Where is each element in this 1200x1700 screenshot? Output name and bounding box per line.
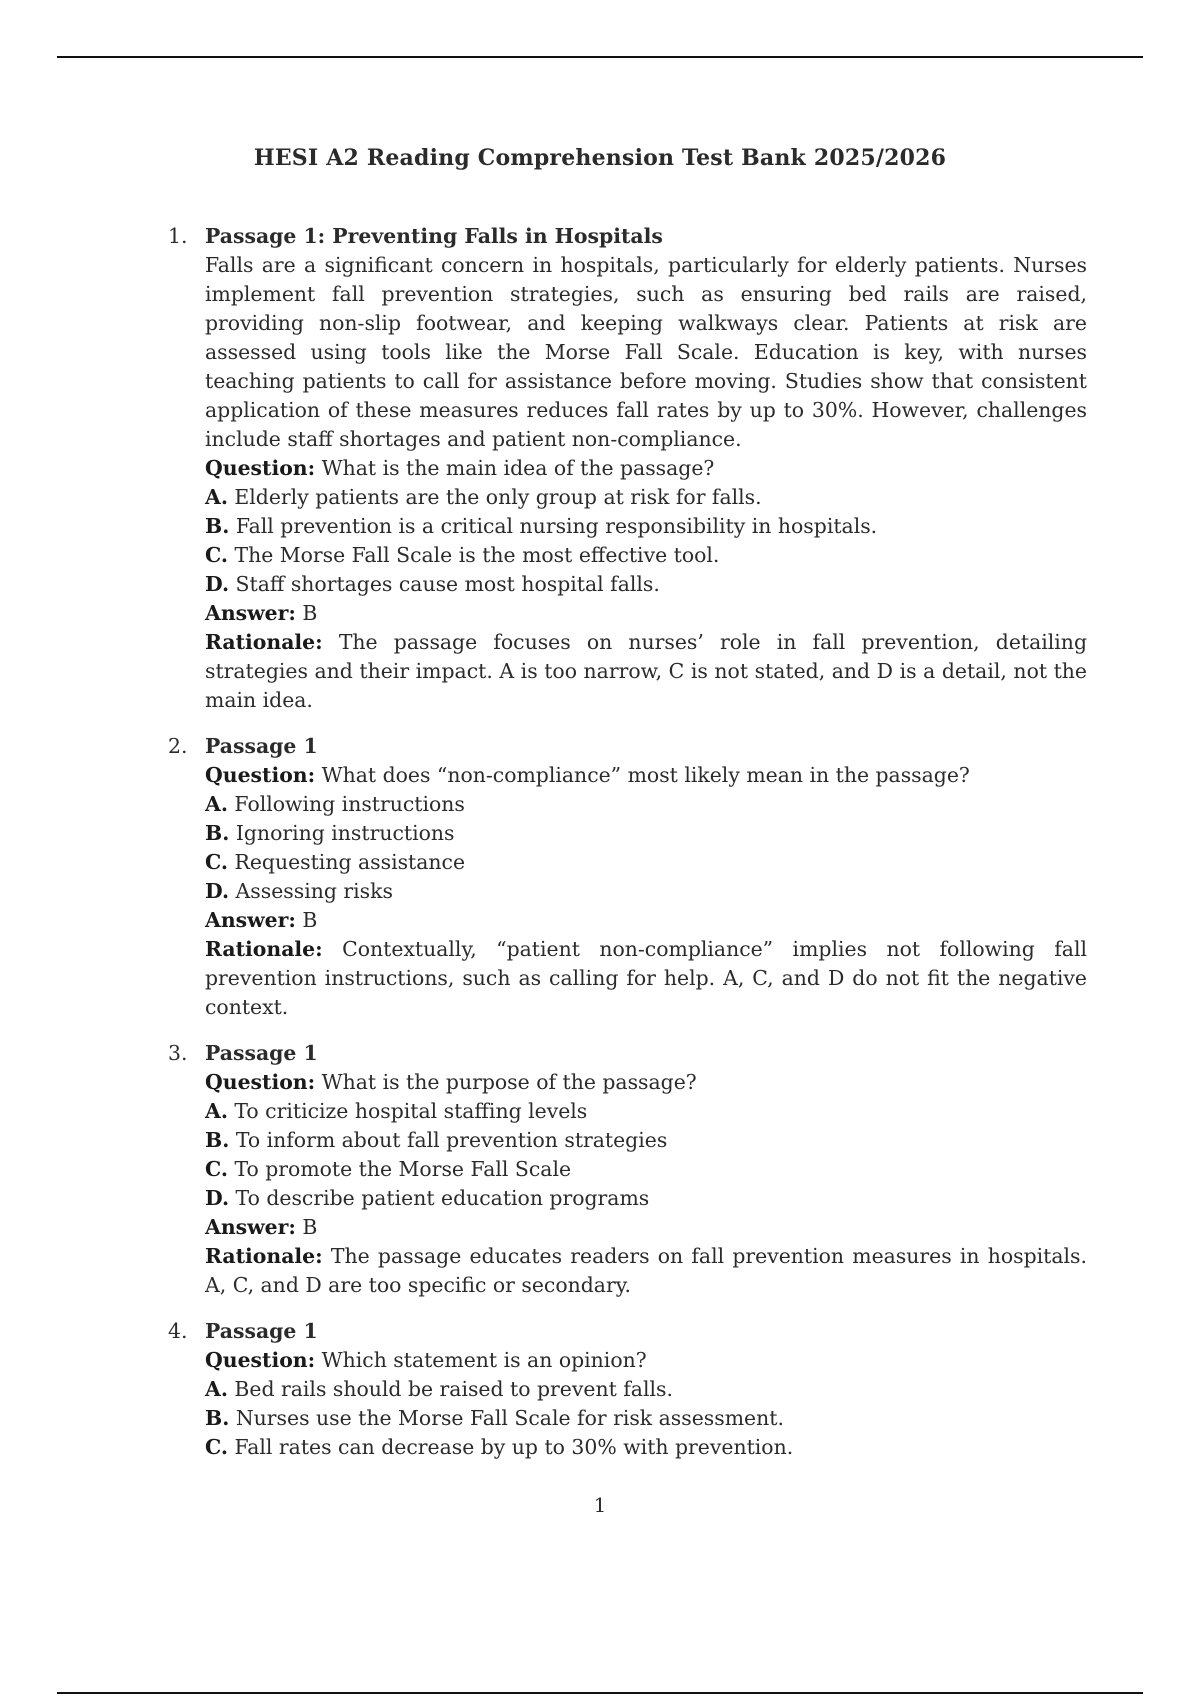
option-c: C. Fall rates can decrease by up to 30% with prevention. [205,1435,794,1459]
question-label: Question: [205,1070,316,1094]
option-b: B. Fall prevention is a critical nursing responsibility in hospitals. [205,514,878,538]
rationale-text: Contextually, “patient non-compliance” implies not following fall prevention instructions, such as calling for help. A, C, and D do not fit the negative context. [205,937,1088,1019]
option-c: C. Requesting assistance [205,850,466,874]
document-title: HESI A2 Reading Comprehension Test Bank 2025/2026 [253,145,947,171]
question-number: 4. [168,1319,188,1343]
option-a: A. Elderly patients are the only group at risk for falls. [205,485,762,509]
header-rule [57,56,1143,58]
question-item-3 [0,1039,1200,1300]
question-line [205,1346,1087,1375]
page-number: 1 [593,1493,607,1517]
question-label: Question: [205,456,316,480]
question-item-2 [0,732,1200,1022]
rationale-text: The passage educates readers on fall prevention measures in hospitals. A, C, and D are too specific or secondary. [205,1244,1087,1297]
question-text: What is the main idea of the passage? [321,456,715,480]
option-b: B. To inform about fall prevention strategies [205,1128,668,1152]
question-text: What is the purpose of the passage? [321,1070,697,1094]
option-a: A. To criticize hospital staffing levels [205,1099,588,1123]
question-number: 3. [168,1041,188,1065]
question-text: What does “non-compliance” most likely mean in the passage? [321,763,970,787]
answer-label: Answer: [205,1215,296,1239]
passage-title: Passage 1 [205,734,318,758]
question-item-4 [0,1317,1200,1462]
rationale-label: Rationale: [205,630,323,654]
question-line [205,454,1087,483]
question-label: Question: [205,763,316,787]
question-label: Question: [205,1348,316,1372]
rationale-label: Rationale: [205,1244,323,1268]
answer-line [205,906,1087,935]
question-number: 2. [168,734,188,758]
option-b: B. Nurses use the Morse Fall Scale for risk assessment. [205,1406,784,1430]
rationale-line [205,935,1087,1022]
passage-title: Passage 1 [205,1319,318,1343]
answer-value: B [302,601,318,625]
option-c: C. The Morse Fall Scale is the most effective tool. [205,543,720,567]
answer-label: Answer: [205,908,296,932]
question-text: Which statement is an opinion? [321,1348,647,1372]
option-a: A. Bed rails should be raised to prevent falls. [205,1377,673,1401]
option-d: D. To describe patient education programs [205,1186,650,1210]
passage-title: Passage 1 [205,1041,318,1065]
footer-rule [57,1692,1143,1694]
option-c: C. To promote the Morse Fall Scale [205,1157,572,1181]
option-d: D. Staff shortages cause most hospital falls. [205,572,660,596]
option-d: D. Assessing risks [205,879,393,903]
passage-text: Falls are a significant concern in hospitals, particularly for elderly patients. Nurses implement fall prevention strategies, such as ensuring bed rails are raised, providing non-slip footwear, and keeping walkways clear. Patients at risk are assessed using tools like the Morse Fall Scale. Education is key, with nurses teaching patients to call for assistance before moving. Studies show that consistent application of these measures reduces fall rates by up to 30%. However, challenges include staff shortages and patient non-compliance. [205,253,1087,451]
answer-line [205,1213,1087,1242]
passage-title: Passage 1: Preventing Falls in Hospitals [205,224,663,248]
option-a: A. Following instructions [205,792,465,816]
question-line [205,761,1087,790]
option-b: B. Ignoring instructions [205,821,455,845]
question-line [205,1068,1087,1097]
rationale-line [205,1242,1087,1300]
rationale-label: Rationale: [205,937,323,961]
answer-line [205,599,1087,628]
answer-label: Answer: [205,601,296,625]
answer-value: B [302,1215,318,1239]
question-number: 1. [168,224,188,248]
rationale-line [205,628,1087,715]
rationale-text: The passage focuses on nurses’ role in fall prevention, detailing strategies and their impact. A is too narrow, C is not stated, and D is a detail, not the main idea. [205,630,1087,712]
answer-value: B [302,908,318,932]
question-item-1 [0,222,1200,715]
question-list [0,222,1200,1479]
